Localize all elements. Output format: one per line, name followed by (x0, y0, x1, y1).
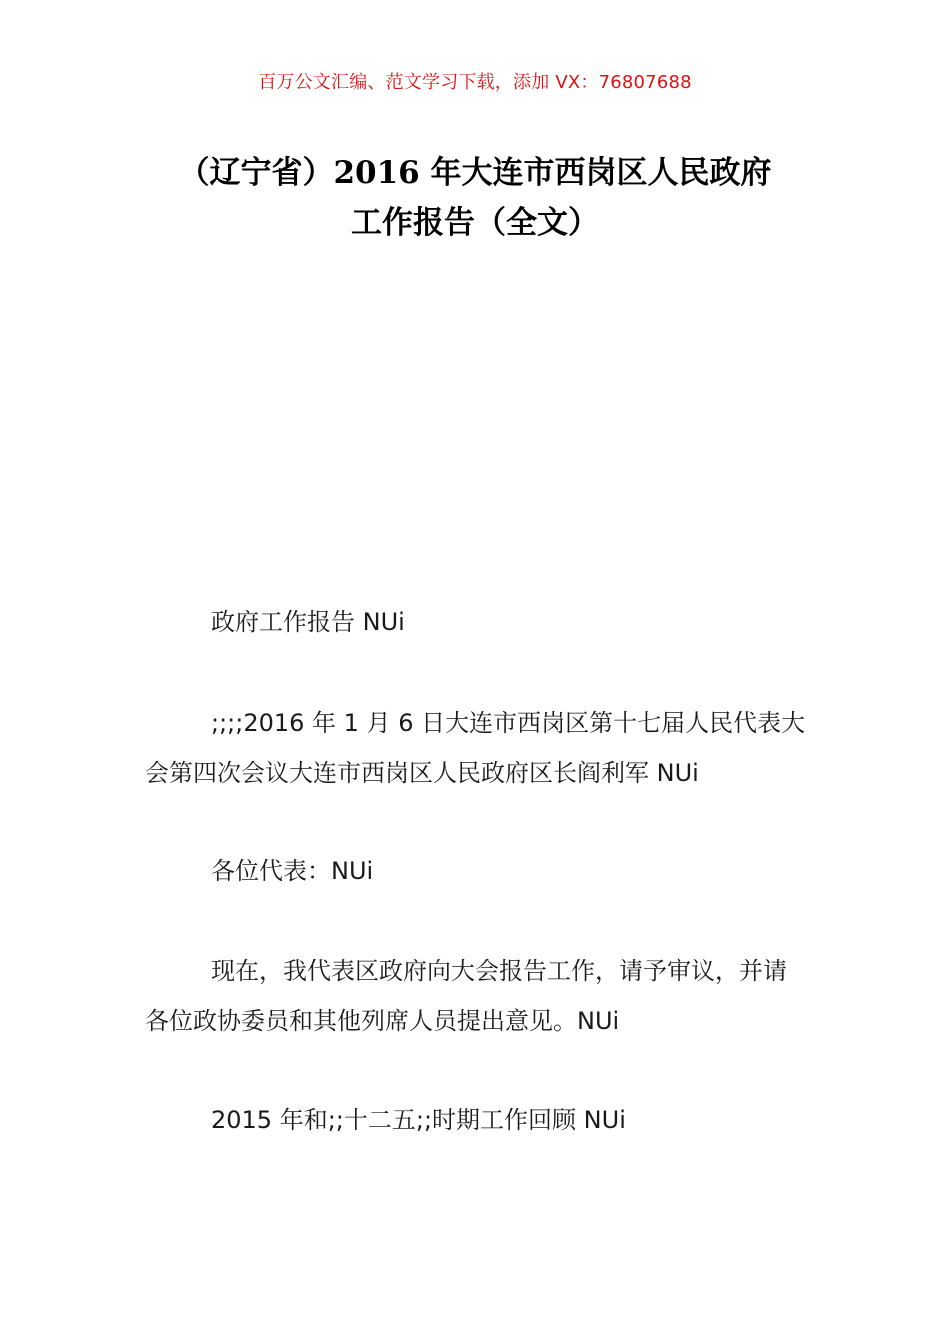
paragraph-report-heading: 政府工作报告 NUi (211, 608, 405, 636)
download-notice: 百万公文汇编、范文学习下载，添加 VX：76807688 (258, 72, 692, 93)
paragraph-introduction: 现在，我代表区政府向大会报告工作，请予审议，并请各位政协委员和其他列席人员提出意见。NUi (145, 957, 787, 1035)
paragraph-meeting-info: ;;;;2016 年 1 月 6 日大连市西岗区第十七届人民代表大会第四次会议大连市西岗区人民政府区长阎利军 NUi (145, 709, 806, 787)
document-title-line-2: 工作报告（全文） (351, 205, 599, 241)
paragraph-section-heading: 2015 年和;;十二五;;时期工作回顾 NUi (211, 1106, 626, 1134)
document-title (145, 148, 805, 248)
document-title-line-1: （辽宁省）2016 年大连市西岗区人民政府 (178, 155, 772, 191)
paragraph-salutation: 各位代表：NUi (211, 857, 374, 885)
